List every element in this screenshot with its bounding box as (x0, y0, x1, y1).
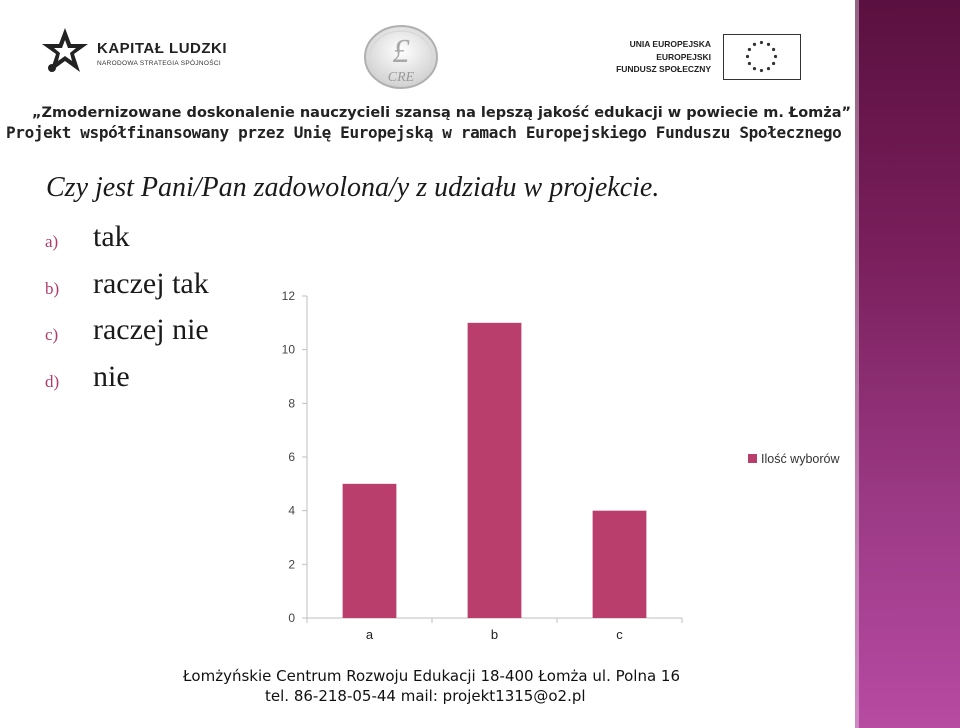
eu-star (760, 69, 763, 72)
eu-line3: FUNDUSZ SPOŁECZNY (616, 64, 711, 74)
option-letter: b) (45, 279, 60, 298)
eu-star (746, 55, 749, 58)
y-tick-label: 2 (288, 557, 295, 572)
eu-star (772, 48, 775, 51)
bar-b (468, 323, 522, 618)
option-text: raczej tak (93, 267, 209, 300)
svg-text:£: £ (392, 33, 410, 70)
option-text: raczej nie (93, 313, 209, 346)
y-tick-label: 0 (288, 611, 295, 625)
eu-flag-icon (723, 34, 801, 80)
x-tick-label: a (365, 627, 374, 642)
legend-label: Ilość wyborów (761, 452, 840, 466)
option-letter: d) (45, 372, 60, 391)
star-burst-icon (40, 26, 90, 80)
eu-star (748, 48, 751, 51)
logo-title: KAPITAŁ LUDZKI (97, 40, 228, 57)
footer-contact: tel. 86-218-05-44 mail: projekt1315@o2.pl (265, 687, 586, 705)
y-tick-label: 8 (288, 396, 295, 411)
cre-text: CRE (387, 70, 415, 85)
footer-address: Łomżyńskie Centrum Rozwoju Edukacji 18-400 Łomża ul. Polna 16 (183, 667, 681, 685)
eu-star (774, 55, 777, 58)
cre-logo (362, 24, 440, 90)
option-text: nie (93, 360, 130, 393)
decorative-side-band (855, 0, 960, 728)
project-title: „Zmodernizowane doskonalenie nauczycieli szansą na lepszą jakość edukacji w powiecie m. Łomża” (32, 105, 852, 121)
eu-star (748, 62, 751, 65)
x-tick-label: c (616, 627, 623, 642)
option-letter: c) (45, 325, 59, 344)
eu-star (753, 43, 756, 46)
y-tick-label: 10 (281, 342, 295, 357)
eu-star (753, 67, 756, 70)
eu-logo (613, 34, 803, 82)
eu-star (767, 43, 770, 46)
legend-swatch (748, 454, 757, 463)
bar-c (593, 511, 647, 618)
cre-emblem-icon (362, 24, 440, 90)
eu-star (767, 67, 770, 70)
kapital-ludzki-logo (40, 26, 240, 84)
cofinancing-note: Projekt współfinansowany przez Unię Europejską w ramach Europejskiego Funduszu Społecznego (6, 123, 842, 142)
option-letter: a) (45, 232, 59, 251)
eu-line1: UNIA EUROPEJSKA (629, 39, 711, 49)
y-tick-label: 12 (281, 289, 295, 303)
option-text: tak (93, 220, 130, 253)
y-tick-label: 4 (288, 503, 295, 518)
eu-star (760, 41, 763, 44)
eu-line2: EUROPEJSKI (656, 52, 711, 62)
y-tick-label: 6 (288, 450, 295, 464)
bar-chart (270, 280, 870, 650)
x-tick-label: b (490, 627, 499, 642)
survey-question: Czy jest Pani/Pan zadowolona/y z udziału w projekcie. (46, 172, 660, 203)
logo-subtitle: NARODOWA STRATEGIA SPÓJNOŚCI (97, 60, 221, 67)
eu-star (772, 62, 775, 65)
bar-a (343, 484, 397, 618)
